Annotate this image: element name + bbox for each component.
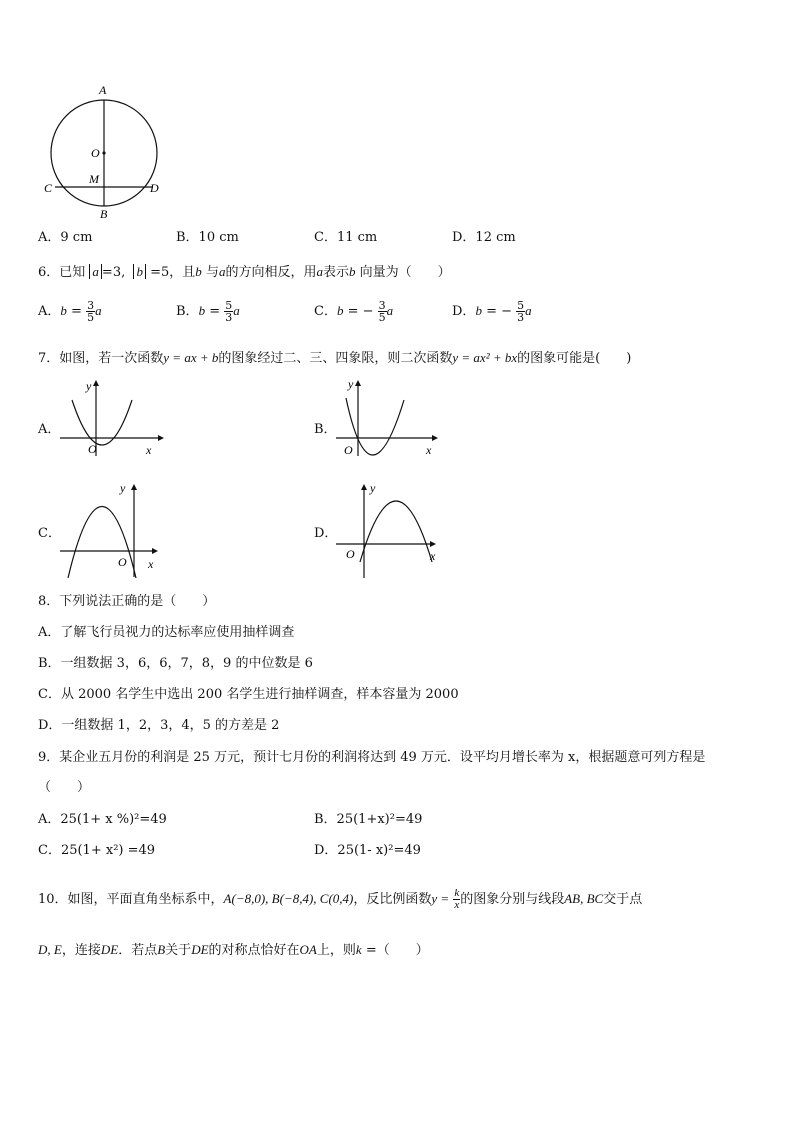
- q9-paren: （ ）: [38, 780, 91, 795]
- q7-option-a-label: A．: [38, 422, 61, 437]
- q5-option-d: D．12 cm: [452, 230, 516, 245]
- q6-option-b: B．b = $\frac{5}{3}$ a: [176, 299, 240, 324]
- svg-text:x: x: [430, 549, 436, 563]
- svg-text:O: O: [88, 442, 97, 456]
- q7-option-d-label: D．: [314, 526, 338, 541]
- center-dot: [102, 151, 105, 154]
- label-A: A: [99, 83, 107, 97]
- label-D: D: [150, 181, 159, 195]
- label-C: C: [44, 181, 53, 195]
- q7-option-b-label: B．: [314, 422, 337, 437]
- q9-option-c: C．25(1+ x²) =49: [38, 843, 156, 858]
- q5-option-b: B．10 cm: [176, 230, 239, 245]
- q10-stem-line1: 10．如图，平面直角坐标系中，A(−8,0), B(−8,4), C(0,4)，反比例函数y = $\frac{k}{x}$ 的图象分别与线段AB, BC交于点: [38, 887, 643, 911]
- label-M: M: [89, 172, 99, 186]
- q6-option-d: D．b = − $\frac{5}{3}$ a: [452, 299, 532, 324]
- label-B: B: [100, 207, 108, 221]
- q8-option-b: B．一组数据 3，6，6，7，8，9 的中位数是 6: [38, 656, 313, 671]
- svg-text:O: O: [346, 547, 355, 561]
- svg-text:x: x: [426, 443, 432, 457]
- q8-stem: 8．下列说法正确的是（ ）: [38, 594, 216, 609]
- svg-text:y: y: [86, 379, 92, 393]
- q5-option-a: A．9 cm: [38, 230, 93, 245]
- q8-option-c: C．从 2000 名学生中选出 200 名学生进行抽样调查，样本容量为 2000: [38, 687, 459, 702]
- q9-option-a: A．25(1+ x %)²=49: [38, 812, 167, 827]
- q8-option-d: D．一组数据 1，2，3，4，5 的方差是 2: [38, 718, 280, 733]
- q5-option-c: C．11 cm: [314, 230, 378, 245]
- q7-graph-c: [60, 480, 170, 580]
- q7-option-c-label: C．: [38, 526, 61, 541]
- q7-graph-d: [336, 480, 446, 580]
- svg-text:x: x: [148, 557, 154, 571]
- q7-graph-b: [336, 376, 446, 458]
- svg-text:y: y: [120, 481, 126, 495]
- q10-stem-line2: D, E，连接DE．若点B关于DE的对称点恰好在OA上，则k =（ ）: [38, 942, 429, 958]
- q6-stem: 6．已知 a =3, b =5，且b 与a的方向相反，用a表示b 向量为（ ）: [38, 264, 451, 280]
- q9-option-d: D．25(1- x)²=49: [314, 843, 421, 858]
- svg-text:y: y: [348, 377, 354, 391]
- q6-option-a: A．b = $\frac{3}{5}$ a: [38, 299, 102, 324]
- label-O: O: [91, 146, 100, 160]
- q7-graph-a: [60, 378, 170, 458]
- svg-text:x: x: [146, 443, 152, 457]
- q8-option-a: A．了解飞行员视力的达标率应使用抽样调查: [38, 625, 295, 640]
- q7-stem: 7．如图，若一次函数y = ax + b的图象经过二、三、四象限，则二次函数y = ax² + bx的图象可能是( ): [38, 350, 632, 366]
- svg-text:y: y: [370, 481, 376, 495]
- circle-figure: [40, 80, 180, 225]
- q9-option-b: B．25(1+x)²=49: [314, 812, 423, 827]
- q9-stem: 9．某企业五月份的利润是 25 万元，预计七月份的利润将达到 49 万元．设平均月增长率为 x，根据题意可列方程是: [38, 750, 706, 765]
- svg-text:O: O: [344, 443, 353, 457]
- q6-option-c: C．b = − $\frac{3}{5}$ a: [314, 299, 394, 324]
- svg-text:O: O: [118, 555, 127, 569]
